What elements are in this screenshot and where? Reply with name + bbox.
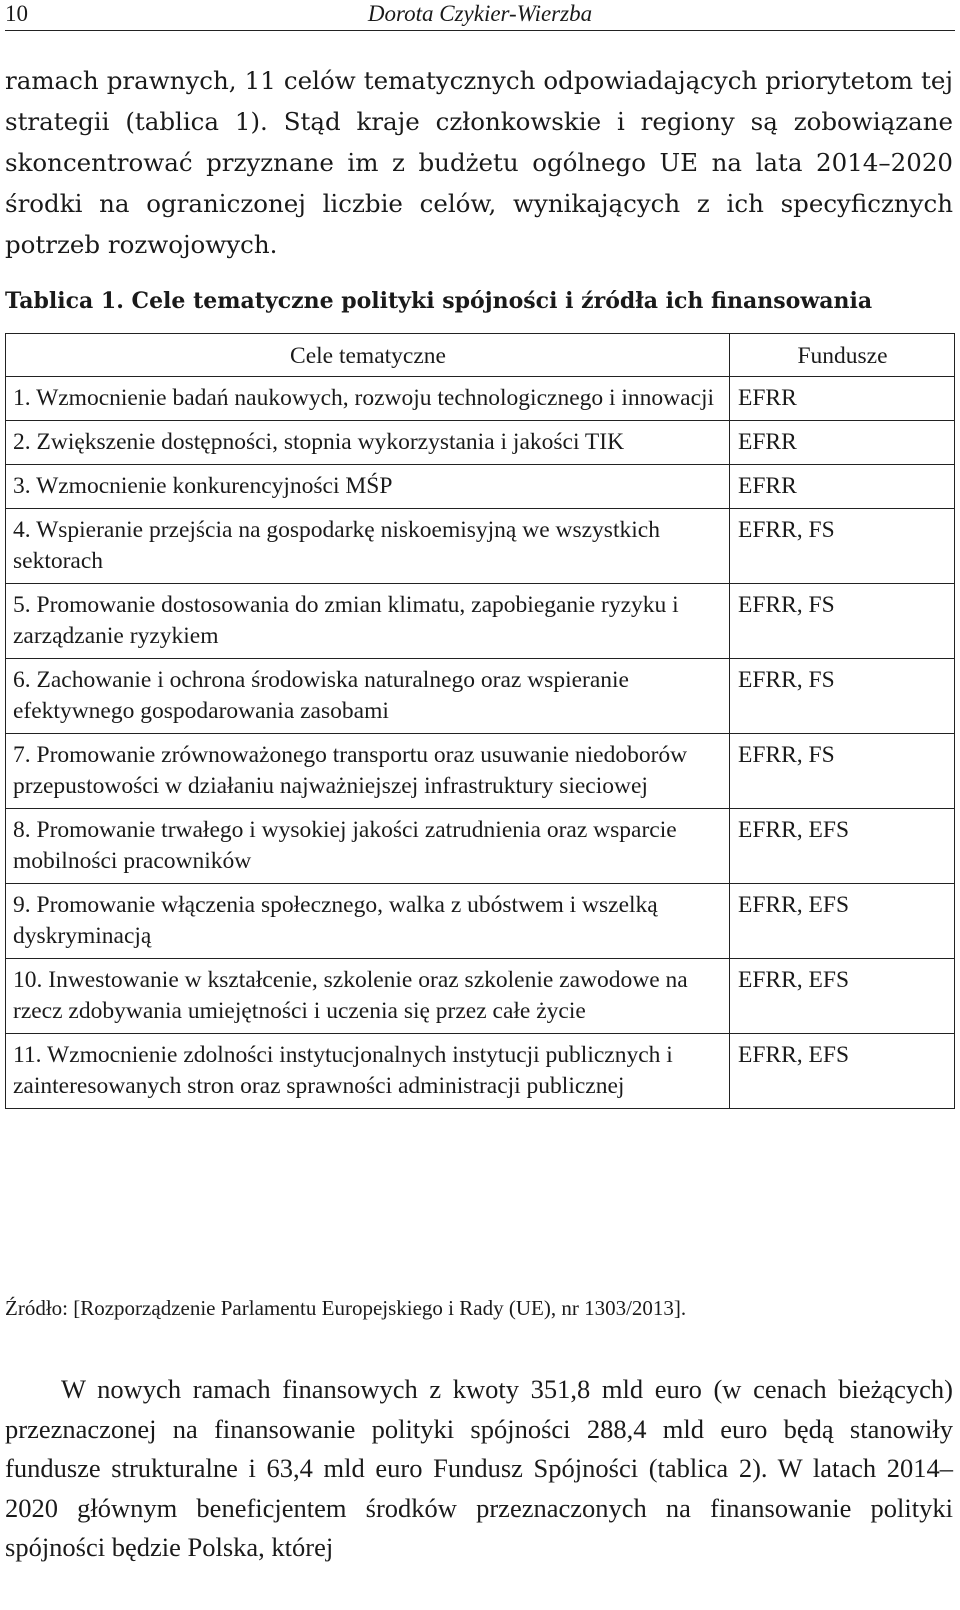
- closing-paragraph: W nowych ramach finansowych z kwoty 351,8 mld euro (w cenach bieżących) przeznaczonej na finansowanie polityki spójności 288,4 mld euro będą stanowiły fundusze strukturalne i 63,4 mld euro Fundusz Spójności (tablica 2). W latach 2014–2020 głównym beneficjentem środków przeznaczonych na finansowanie polityki spójności będzie Polska, której: [5, 1374, 953, 1562]
- goal-cell: 5. Promowanie dostosowania do zmian klimatu, zapobieganie ryzyku i zarządzanie ryzykiem: [6, 584, 730, 659]
- goal-cell: 10. Inwestowanie w kształcenie, szkolenie oraz szkolenie zawodowe na rzecz zdobywania umiejętności i uczenia się przez całe życie: [6, 959, 730, 1034]
- goal-cell: 7. Promowanie zrównoważonego transportu oraz usuwanie niedoborów przepustowości w działaniu najważniejszej infrastruktury sieciowej: [6, 734, 730, 809]
- funds-cell: EFRR, EFS: [730, 959, 955, 1034]
- table-row: [6, 659, 955, 734]
- table-row: [6, 584, 955, 659]
- funds-cell: EFRR: [730, 377, 955, 421]
- table-row: [6, 884, 955, 959]
- intro-paragraph: ramach prawnych, 11 celów tematycznych odpowiadających priorytetom tej strategii (tablica 1). Stąd kraje członkowskie i regiony są zobowiązane skoncentrować przyznane im z budżetu ogólnego UE na lata 2014–2020 środki na ograniczonej liczbie celów, wynikających z ich specyficznych potrzeb rozwojowych.: [5, 66, 953, 259]
- goal-cell: 1. Wzmocnienie badań naukowych, rozwoju technologicznego i innowacji: [6, 377, 730, 421]
- goal-cell: 2. Zwiększenie dostępności, stopnia wykorzystania i jakości TIK: [6, 421, 730, 465]
- goal-cell: 3. Wzmocnienie konkurencyjności MŚP: [6, 465, 730, 509]
- goal-cell: 11. Wzmocnienie zdolności instytucjonalnych instytucji publicznych i zainteresowanych stron oraz sprawności administracji publicznej: [6, 1034, 730, 1109]
- table-row: [6, 465, 955, 509]
- page-number: 10: [5, 1, 28, 26]
- funds-cell: EFRR, EFS: [730, 1034, 955, 1109]
- funds-cell: EFRR, FS: [730, 734, 955, 809]
- table-row: [6, 509, 955, 584]
- table-source-note: Źródło: [Rozporządzenie Parlamentu Europejskiego i Rady (UE), nr 1303/2013].: [5, 1296, 687, 1320]
- table-row: [6, 421, 955, 465]
- running-header-author: Dorota Czykier-Wierzba: [367, 1, 593, 26]
- goal-cell: 9. Promowanie włączenia społecznego, walka z ubóstwem i wszelką dyskryminacją: [6, 884, 730, 959]
- table-row: [6, 959, 955, 1034]
- funds-cell: EFRR, FS: [730, 659, 955, 734]
- table-row: [6, 1034, 955, 1109]
- thematic-goals-table: [5, 333, 955, 1109]
- table-row: [6, 377, 955, 421]
- header-funds: Fundusze: [730, 334, 955, 377]
- header-goals: Cele tematyczne: [6, 334, 730, 377]
- table-row: [6, 809, 955, 884]
- running-header: [5, 0, 955, 31]
- funds-cell: EFRR, FS: [730, 584, 955, 659]
- funds-cell: EFRR: [730, 465, 955, 509]
- goal-cell: 6. Zachowanie i ochrona środowiska naturalnego oraz wspieranie efektywnego gospodarowania zasobami: [6, 659, 730, 734]
- table-header-row: [6, 334, 955, 377]
- goal-cell: 8. Promowanie trwałego i wysokiej jakości zatrudnienia oraz wsparcie mobilności pracowników: [6, 809, 730, 884]
- funds-cell: EFRR: [730, 421, 955, 465]
- funds-cell: EFRR, FS: [730, 509, 955, 584]
- goal-cell: 4. Wspieranie przejścia na gospodarkę niskoemisyjną we wszystkich sektorach: [6, 509, 730, 584]
- table-row: [6, 734, 955, 809]
- funds-cell: EFRR, EFS: [730, 884, 955, 959]
- table-caption: Tablica 1. Cele tematyczne polityki spójności i źródła ich finansowania: [5, 288, 873, 314]
- funds-cell: EFRR, EFS: [730, 809, 955, 884]
